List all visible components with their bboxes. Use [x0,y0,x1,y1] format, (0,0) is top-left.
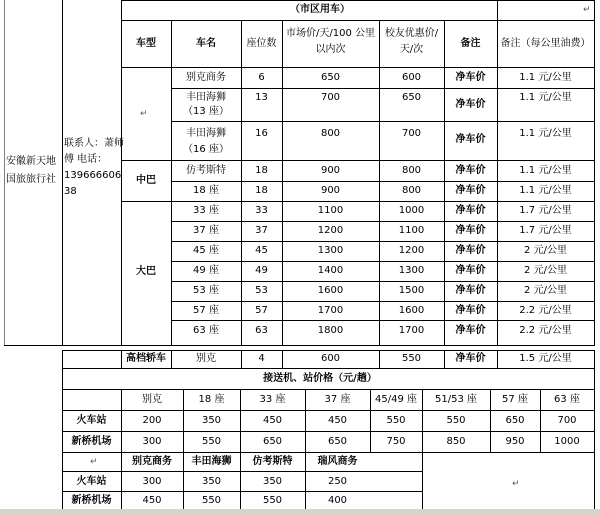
paragraph-mark: ↵ [90,457,98,467]
page: 安徽新天地 国旅旅行社 联系人：萧师 傅 电话： 139666606 38 （市区用车） 车型 车名 座位数 市场价/天/100 公里 以内次 校友优惠价/ 天/次 备注 备注（每公里油费） 中巴 大巴 别克商务 6 650 600 净车价 1.1 元/公里 丰田海狮 （13 座） 13 700 650 净车价 1.1 元/公里 丰田海狮 （16 座） 16 800 700 净车价 1.1 元/公里 仿考斯特 18 900 800 净车价 1.1 元/公里 18 座 18 900 800 净车价 1.1 元/公里 33 座 33 1100 1000 净车价 1.7 元/公里 37 座 37 1200 1100 净车价 1.7 元/公里 45 座 45 1300 1200 净车价 2 元/公里 49 座 49 1400 1300 净车价 2 元/公里 53 座 53 1600 1500 净车价 2 元/公里 57 座 57 1700 1600 净车价 2.2 元/公里 63 座 63 1800 1700 净车价 2.2 元/公里 ↵ ↵ 高档轿车 别克 4 600 550 净车价 1.5 元/公里 接送机、站价格（元/趟） 别克 18 座 33 座 37 座 45/49 座 51/53 座 57 座 63 座 火车站 200 350 450 450 550 550 650 700 新桥机场 300 550 650 650 750 850 950 1000 别克商务 丰田海狮 仿考斯特 瑞风商务 ↵ ↵ 火车站 300 350 350 250 新桥机场 450 550 550 400 [0,0,600,515]
paragraph-mark: ↵ [583,5,591,15]
header-market: 市场价/天/100 公里 以内次 [285,28,375,55]
header-note: 备注 [460,38,481,49]
header-school: 校友优惠价/ 天/次 [384,28,439,55]
page-bottom-band [0,509,600,515]
paragraph-mark: ↵ [140,109,148,119]
transfer-title: 接送机、站价格（元/趟） [263,373,377,384]
header-fuel: 备注（每公里油费） [500,38,591,49]
group-daba: 大巴 [136,266,156,277]
group-zhongba: 中巴 [136,175,156,186]
header-seats: 座位数 [246,38,277,49]
table-title: （市区用车） [290,4,350,15]
company-name: 安徽新天地 国旅旅行社 [6,156,56,185]
header-type: 车型 [136,38,156,49]
header-name: 车名 [196,38,216,49]
contact-info: 联系人：萧师 傅 电话： 139666606 38 [64,138,124,197]
paragraph-mark: ↵ [512,479,520,489]
